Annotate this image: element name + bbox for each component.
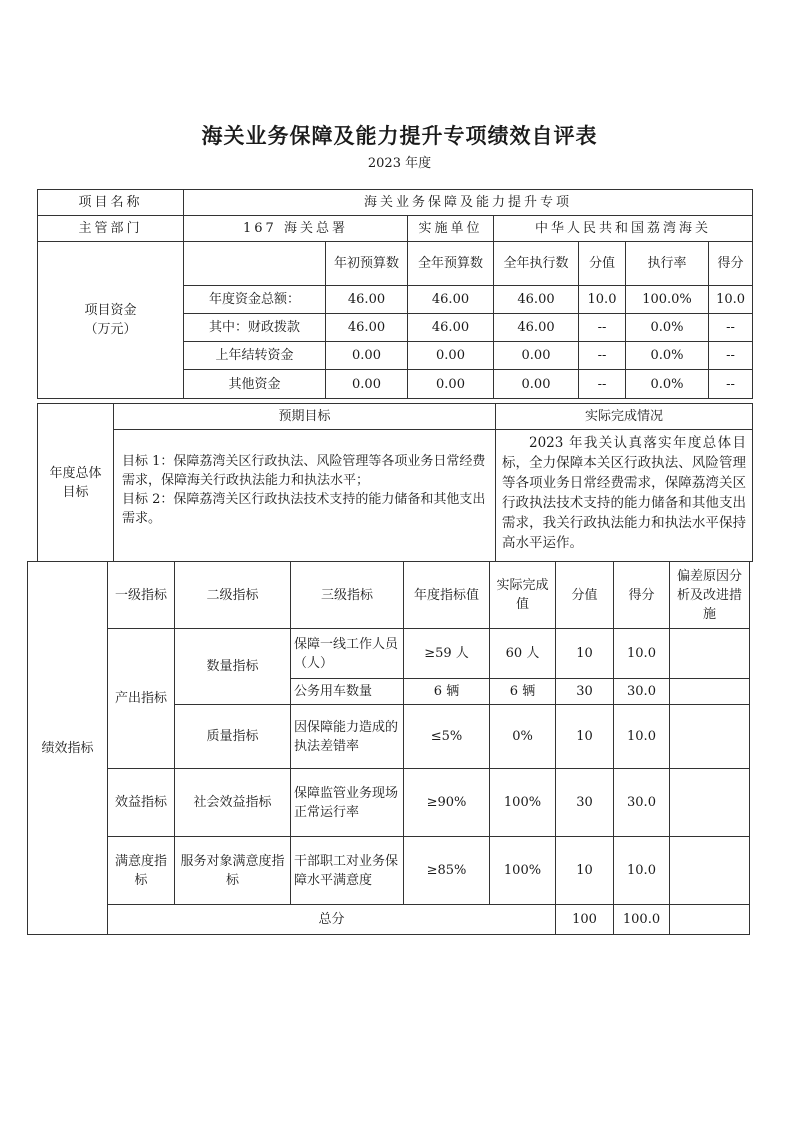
funds-executed-cell: 0.00 — [494, 342, 579, 370]
funds-header-score: 得分 — [709, 242, 753, 286]
total-weight: 100 — [556, 905, 614, 935]
performance-table — [27, 561, 750, 935]
weight-cell: 10 — [556, 629, 614, 679]
actual-completion-text: 2023 年我关认真落实年度总体目标，全力保障本关区行政执法、风险管理等各项业务日常经费需求，保障荔湾关区行政执法技术支持的能力储备和其他支出需求，我关行政执法能力和执法水平保持高水平运作。 — [496, 430, 753, 562]
level2-service: 服务对象满意度指标 — [175, 837, 291, 905]
weight-cell: 30 — [556, 679, 614, 705]
header-actual: 实际完成值 — [490, 562, 556, 629]
funds-initial-cell: 0.00 — [326, 370, 408, 399]
project-name-value: 海关业务保障及能力提升专项 — [184, 190, 753, 216]
header-level3: 三级指标 — [291, 562, 404, 629]
level3-cell: 保障监管业务现场正常运行率 — [291, 769, 404, 837]
perf-label: 绩效指标 — [28, 562, 108, 935]
funds-weight-cell: -- — [579, 314, 626, 342]
funds-executed-cell: 46.00 — [494, 314, 579, 342]
funds-initial-cell: 46.00 — [326, 286, 408, 314]
target-cell: ≤5% — [404, 705, 490, 769]
score-cell: 10.0 — [614, 837, 670, 905]
weight-cell: 30 — [556, 769, 614, 837]
funds-row-label: 上年结转资金 — [184, 342, 326, 370]
goals-label — [38, 404, 114, 562]
expected-goal-1: 目标 1：保障荔湾关区行政执法、风险管理等各项业务日常经费需求，保障海关行政执法能力和执法水平； — [122, 454, 486, 488]
score-cell: 10.0 — [614, 629, 670, 679]
funds-header-rate: 执行率 — [626, 242, 709, 286]
level3-cell: 保障一线工作人员（人） — [291, 629, 404, 679]
group-satisfaction: 满意度指标 — [108, 837, 175, 905]
funds-initial-cell: 0.00 — [326, 342, 408, 370]
indicator-row — [28, 629, 750, 679]
funds-score-cell: 10.0 — [709, 286, 753, 314]
score-cell: 30.0 — [614, 679, 670, 705]
target-cell: ≥59 人 — [404, 629, 490, 679]
header-level1: 一级指标 — [108, 562, 175, 629]
funds-executed-cell: 46.00 — [494, 286, 579, 314]
header-target: 年度指标值 — [404, 562, 490, 629]
goals-label-line2: 目标 — [62, 484, 89, 500]
total-deviation — [670, 905, 750, 935]
funds-annual-cell: 0.00 — [408, 342, 494, 370]
funds-score-cell: -- — [709, 342, 753, 370]
goals-label-line1: 年度总体 — [49, 465, 102, 481]
group-benefit: 效益指标 — [108, 769, 175, 837]
funds-rate-cell: 0.0% — [626, 370, 709, 399]
dept-label: 主管部门 — [38, 216, 184, 242]
level2-social: 社会效益指标 — [175, 769, 291, 837]
level2-quantity: 数量指标 — [175, 629, 291, 705]
funds-weight-cell: -- — [579, 342, 626, 370]
level3-cell: 因保障能力造成的执法差错率 — [291, 705, 404, 769]
header-weight: 分值 — [556, 562, 614, 629]
funds-score-cell: -- — [709, 370, 753, 399]
level2-quality: 质量指标 — [175, 705, 291, 769]
total-label: 总分 — [108, 905, 556, 935]
funds-label-line2: （万元） — [84, 322, 137, 337]
expected-goal-2: 目标 2：保障荔湾关区行政执法技术支持的能力储备和其他支出需求。 — [122, 492, 486, 526]
expected-goals-text — [114, 430, 496, 562]
target-cell: ≥85% — [404, 837, 490, 905]
level3-cell: 干部职工对业务保障水平满意度 — [291, 837, 404, 905]
goals-table — [37, 403, 753, 562]
funds-rate-cell: 0.0% — [626, 314, 709, 342]
funds-header-annual: 全年预算数 — [408, 242, 494, 286]
funds-weight-cell: 10.0 — [579, 286, 626, 314]
expected-goals-header: 预期目标 — [114, 404, 496, 430]
target-cell: 6 辆 — [404, 679, 490, 705]
indicator-row — [28, 769, 750, 837]
project-name-label: 项目名称 — [38, 190, 184, 216]
target-cell: ≥90% — [404, 769, 490, 837]
project-funds-table — [37, 189, 753, 399]
deviation-cell — [670, 679, 750, 705]
funds-header-weight: 分值 — [579, 242, 626, 286]
actual-cell: 6 辆 — [490, 679, 556, 705]
impl-label: 实施单位 — [408, 216, 494, 242]
impl-value: 中华人民共和国荔湾海关 — [494, 216, 753, 242]
page-title: 海关业务保障及能力提升专项绩效自评表 — [201, 124, 598, 148]
funds-rate-cell: 100.0% — [626, 286, 709, 314]
total-score: 100.0 — [614, 905, 670, 935]
funds-annual-cell: 46.00 — [408, 286, 494, 314]
funds-row-label: 其中：财政拨款 — [184, 314, 326, 342]
actual-cell: 0% — [490, 705, 556, 769]
total-row — [28, 905, 750, 935]
funds-score-cell: -- — [709, 314, 753, 342]
actual-cell: 60 人 — [490, 629, 556, 679]
funds-annual-cell: 46.00 — [408, 314, 494, 342]
funds-executed-cell: 0.00 — [494, 370, 579, 399]
group-output: 产出指标 — [108, 629, 175, 769]
score-cell: 30.0 — [614, 769, 670, 837]
level3-cell: 公务用车数量 — [291, 679, 404, 705]
funds-weight-cell: -- — [579, 370, 626, 399]
header-score: 得分 — [614, 562, 670, 629]
weight-cell: 10 — [556, 837, 614, 905]
deviation-cell — [670, 837, 750, 905]
funds-label-line1: 项目资金 — [84, 303, 137, 318]
deviation-cell — [670, 705, 750, 769]
dept-value: 167 海关总署 — [184, 216, 408, 242]
indicator-row — [28, 837, 750, 905]
actual-cell: 100% — [490, 837, 556, 905]
funds-initial-cell: 46.00 — [326, 314, 408, 342]
funds-label — [38, 242, 184, 399]
deviation-cell — [670, 769, 750, 837]
header-level2: 二级指标 — [175, 562, 291, 629]
funds-header-executed: 全年执行数 — [494, 242, 579, 286]
funds-header-empty — [184, 242, 326, 286]
actual-completion-header: 实际完成情况 — [496, 404, 753, 430]
score-cell: 10.0 — [614, 705, 670, 769]
funds-header-initial: 年初预算数 — [326, 242, 408, 286]
weight-cell: 10 — [556, 705, 614, 769]
year-subtitle: 2023 年度 — [367, 156, 432, 171]
funds-rate-cell: 0.0% — [626, 342, 709, 370]
funds-row-label: 年度资金总额： — [184, 286, 326, 314]
deviation-cell — [670, 629, 750, 679]
funds-row-label: 其他资金 — [184, 370, 326, 399]
actual-cell: 100% — [490, 769, 556, 837]
funds-annual-cell: 0.00 — [408, 370, 494, 399]
header-deviation: 偏差原因分析及改进措施 — [670, 562, 750, 629]
